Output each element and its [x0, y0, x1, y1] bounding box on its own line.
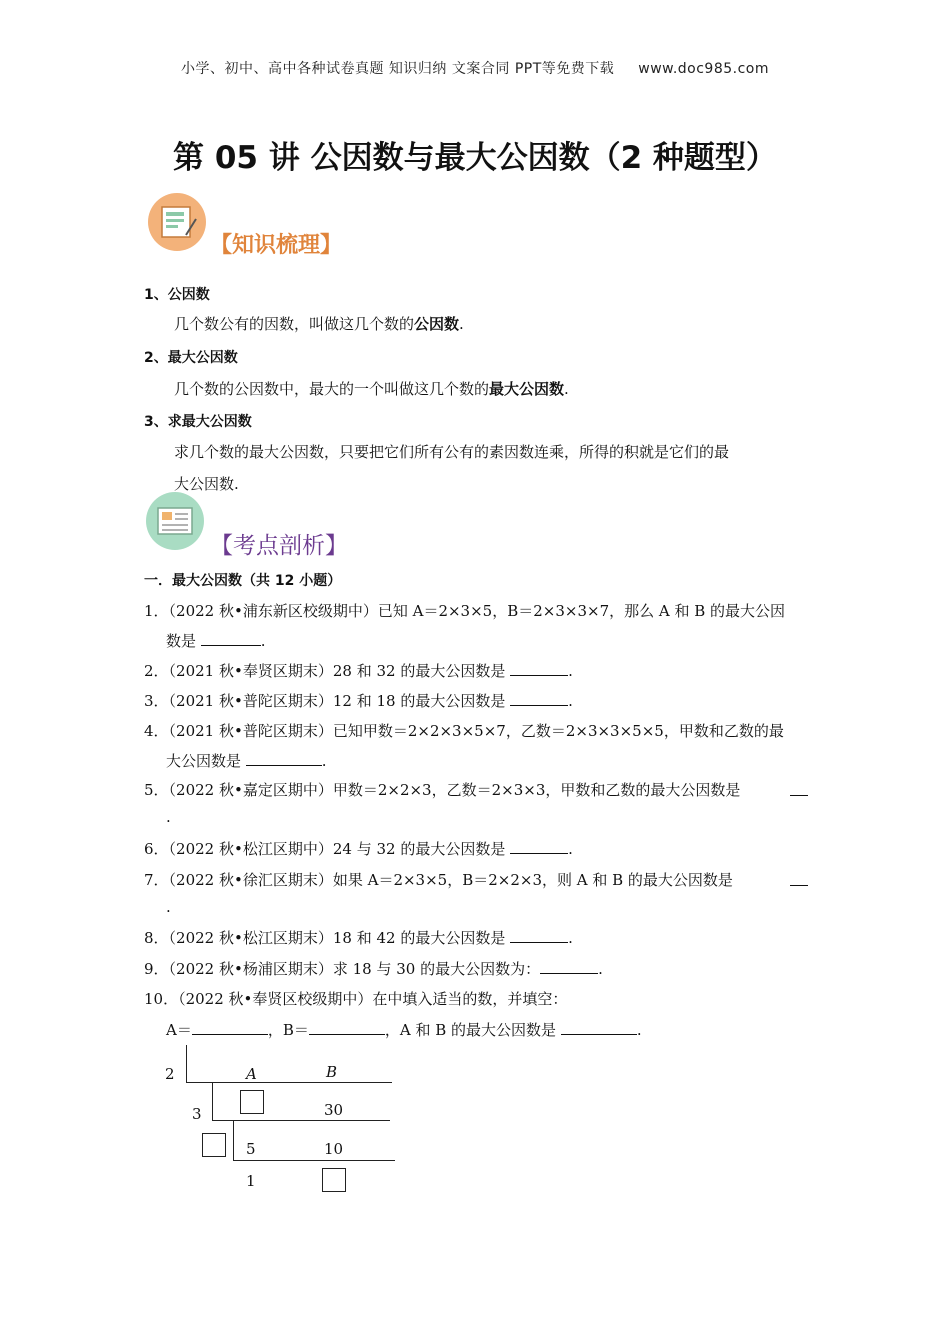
quotient-b-2: 10 — [324, 1140, 344, 1158]
subheading-gcd: 一．最大公因数（共 12 小题） — [144, 573, 342, 589]
paragraph-3-line2: 大公因数. — [174, 475, 239, 493]
division-line — [186, 1082, 392, 1083]
question-2: 2．（2021 秋•奉贤区期末）28 和 32 的最大公因数是 . — [144, 662, 573, 680]
question-7-period: . — [166, 898, 171, 916]
division-line — [212, 1120, 390, 1121]
question-10-fill: A＝ ，B＝ ，A 和 B 的最大公因数是 . — [166, 1021, 642, 1039]
paragraph-2: 几个数的公因数中，最大的一个叫做这几个数的最大公因数. — [174, 380, 569, 398]
question-1-cont: 数是 . — [166, 632, 266, 650]
divisor-2: 3 — [192, 1105, 202, 1123]
question-4: 4．（2021 秋•普陀区期末）已知甲数＝2×2×3×5×7，乙数＝2×3×3×5×5，甲数和乙数的最 — [144, 722, 784, 740]
question-7: 7．（2022 秋•徐汇区期末）如果 A＝2×3×5，B＝2×2×3，则 A 和 B 的最大公因数是 — [144, 871, 733, 889]
quotient-a-2: 5 — [246, 1140, 256, 1158]
quotient-b-1: 30 — [324, 1101, 344, 1119]
question-5-period: . — [166, 808, 171, 826]
header-url[interactable]: www.doc985.com — [638, 61, 770, 77]
question-5: 5．（2022 秋•嘉定区期中）甲数＝2×2×3，乙数＝2×3×3，甲数和乙数的最大公因数是 — [144, 781, 741, 799]
header-text: 小学、初中、高中各种试卷真题 知识归纳 文案合同 PPT等免费下载 — [180, 61, 615, 77]
answer-blank[interactable] — [790, 871, 808, 886]
question-3: 3．（2021 秋•普陀区期末）12 和 18 的最大公因数是 . — [144, 692, 573, 710]
answer-blank-a[interactable] — [192, 1020, 268, 1035]
division-bracket — [212, 1083, 213, 1121]
answer-blank[interactable] — [540, 959, 598, 974]
section-analysis-title: 【考点剖析】 — [210, 533, 348, 559]
label-a: A — [246, 1065, 257, 1083]
divisor-1: 2 — [165, 1065, 175, 1083]
heading-2: 2、最大公因数 — [144, 350, 238, 366]
fill-box[interactable] — [322, 1168, 346, 1192]
question-1: 1．（2022 秋•浦东新区校级期中）已知 A＝2×3×5，B＝2×3×3×7，那么 A 和 B 的最大公因 — [144, 602, 786, 620]
heading-3: 3、求最大公因数 — [144, 414, 252, 430]
answer-blank[interactable] — [790, 781, 808, 796]
question-10: 10．（2022 秋•奉贤区校级期中）在中填入适当的数，并填空： — [144, 990, 568, 1008]
answer-blank-gcd[interactable] — [561, 1020, 637, 1035]
page-header — [0, 58, 950, 78]
question-6: 6．（2022 秋•松江区期中）24 与 32 的最大公因数是 . — [144, 840, 573, 858]
label-b: B — [326, 1063, 338, 1081]
paragraph-3-line1: 求几个数的最大公因数，只要把它们所有公有的素因数连乘，所得的积就是它们的最 — [174, 443, 730, 461]
heading-1: 1、公因数 — [144, 287, 210, 303]
answer-blank[interactable] — [510, 928, 568, 943]
section-knowledge-title: 【知识梳理】 — [210, 233, 343, 258]
division-bracket — [186, 1045, 187, 1083]
answer-blank-b[interactable] — [309, 1020, 385, 1035]
short-division-diagram — [160, 1045, 410, 1205]
quotient-a-3: 1 — [246, 1172, 256, 1190]
answer-blank[interactable] — [201, 631, 261, 646]
fill-box[interactable] — [202, 1133, 226, 1157]
answer-blank[interactable] — [246, 751, 322, 766]
page-title: 第 05 讲 公因数与最大公因数（2 种题型） — [173, 140, 777, 176]
question-8: 8．（2022 秋•松江区期末）18 和 42 的最大公因数是 . — [144, 929, 573, 947]
division-line — [233, 1160, 395, 1161]
answer-blank[interactable] — [510, 661, 568, 676]
question-4-cont: 大公因数是 . — [166, 752, 327, 770]
answer-blank[interactable] — [510, 839, 568, 854]
question-9: 9．（2022 秋•杨浦区期末）求 18 与 30 的最大公因数为： . — [144, 960, 603, 978]
division-bracket — [233, 1121, 234, 1161]
fill-box[interactable] — [240, 1090, 264, 1114]
document-icon — [146, 492, 204, 550]
paragraph-1: 几个数公有的因数，叫做这几个数的公因数. — [174, 315, 464, 333]
notebook-icon — [148, 193, 206, 251]
answer-blank[interactable] — [510, 691, 568, 706]
